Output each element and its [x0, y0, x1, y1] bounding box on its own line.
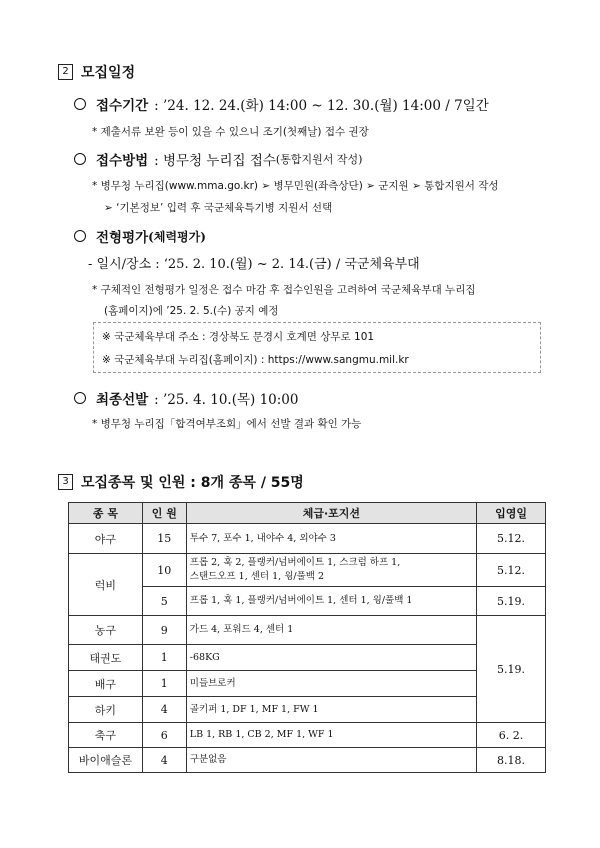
reception-method-line [74, 149, 362, 169]
section-3-heading [58, 472, 304, 492]
sport-cell: 바이애슬론 [69, 748, 143, 773]
final-selection-label: 최종선발 [96, 392, 149, 408]
circle-bullet-icon [74, 153, 86, 165]
reception-period-note: * 제출서류 보완 등이 있을 수 있으니 조기(첫째날) 접수 권장 [92, 126, 369, 138]
section-2-heading [58, 62, 135, 82]
table-row [69, 524, 546, 554]
reception-period-value: : ’24. 12. 24.(화) 14:00 ~ 12. 30.(월) 14:00 / 7일간 [154, 98, 489, 114]
evaluation-label-suffix: (체력평가) [148, 229, 206, 244]
positions-cell: 골키퍼 1, DF 1, MF 1, FW 1 [186, 697, 476, 723]
reception-method-label: 접수방법 [96, 153, 149, 169]
date-cell: 5.19. [477, 616, 546, 723]
reception-path-line-1: * 병무청 누리집(www.mma.go.kr) ➢ 병무민원(좌측상단) ➢ 군지원 ➢ 통합지원서 작성 [92, 180, 499, 192]
sport-cell: 농구 [69, 616, 143, 645]
date-cell: 5.12. [477, 554, 546, 587]
reception-period-label: 접수기간 [96, 98, 149, 114]
circle-bullet-icon [74, 230, 86, 242]
positions-cell: -68KG [186, 645, 476, 671]
evaluation-schedule: - 일시/장소 : ‘25. 2. 10.(월) ~ 2. 14.(금) / 국군체육부대 [88, 257, 420, 272]
table-row [69, 748, 546, 773]
sport-cell: 축구 [69, 723, 143, 748]
positions-cell: 가드 4, 포워드 4, 센터 1 [186, 616, 476, 645]
positions-cell: 프롭 1, 훅 1, 플랭커/넘버에이트 1, 센터 1, 윙/풀백 1 [186, 587, 476, 616]
count-cell: 6 [142, 723, 186, 748]
final-selection-line [74, 388, 298, 408]
positions-cell: 미들브로커 [186, 671, 476, 697]
contact-info-box [93, 322, 541, 373]
date-cell: 5.12. [477, 524, 546, 554]
count-cell: 1 [142, 645, 186, 671]
sport-cell: 배구 [69, 671, 143, 697]
count-cell: 9 [142, 616, 186, 645]
homepage-line: ※ 국군체육부대 누리집(홈페이지) : https://www.sangmu.mil.kr [102, 354, 409, 366]
final-selection-note: * 병무청 누리집「합격여부조회」에서 선발 결과 확인 가능 [92, 418, 362, 430]
final-selection-value: : ’25. 4. 10.(목) 10:00 [154, 392, 299, 408]
table-row [69, 554, 546, 587]
table-row [69, 645, 546, 671]
count-cell: 4 [142, 697, 186, 723]
positions-line: 프롭 2, 훅 2, 플랭커/넘버에이트 1, 스크럼 하프 1, [189, 557, 401, 568]
address-line: ※ 국군체육부대 주소 : 경상북도 문경시 호계면 상무로 101 [102, 331, 375, 343]
circle-bullet-icon [74, 392, 86, 404]
evaluation-note-line-1: * 구체적인 전형평가 일정은 접수 마감 후 접수인원을 고려하여 국군체육부대 누리집 [92, 284, 476, 296]
count-cell: 5 [142, 587, 186, 616]
reception-period-line [74, 94, 489, 114]
header-count: 인 원 [142, 503, 186, 524]
section-number-box: 3 [58, 474, 73, 490]
date-cell: 5.19. [477, 587, 546, 616]
positions-cell: 투수 7, 포수 1, 내야수 4, 외야수 3 [186, 524, 476, 554]
circle-bullet-icon [74, 98, 86, 110]
count-cell: 1 [142, 671, 186, 697]
table-row [69, 671, 546, 697]
section-title: 모집일정 [81, 65, 136, 81]
table-row [69, 697, 546, 723]
reception-method-value: : 병무청 누리집 접수 [154, 153, 276, 169]
count-cell: 4 [142, 748, 186, 773]
evaluation-note-line-2: (홈페이지)에 ’25. 2. 5.(수) 공지 예정 [104, 305, 279, 317]
positions-line: 스탠드오프 1, 센터 1, 윙/풀백 2 [189, 571, 325, 582]
positions-cell [186, 554, 476, 587]
count-cell: 10 [142, 554, 186, 587]
section-number-box: 2 [58, 64, 73, 80]
count-cell: 15 [142, 524, 186, 554]
evaluation-label: 전형평가 [96, 230, 149, 246]
sport-cell: 야구 [69, 524, 143, 554]
section-title: 모집종목 및 인원 : 8개 종목 / 55명 [81, 475, 304, 491]
positions-cell: LB 1, RB 1, CB 2, MF 1, WF 1 [186, 723, 476, 748]
table-row [69, 723, 546, 748]
table-header-row [69, 503, 546, 524]
sport-cell: 럭비 [69, 554, 143, 616]
sport-cell: 태권도 [69, 645, 143, 671]
positions-cell: 구분없음 [186, 748, 476, 773]
table-row [69, 616, 546, 645]
header-sport: 종 목 [69, 503, 143, 524]
header-enlist-date: 입영일 [477, 503, 546, 524]
sport-cell: 하키 [69, 697, 143, 723]
header-positions: 체급·포지션 [186, 503, 476, 524]
evaluation-line [74, 226, 206, 246]
reception-method-suffix: (통합지원서 작성) [275, 153, 363, 166]
reception-path-line-2: ➢ ‘기본정보’ 입력 후 국군체육특기병 지원서 선택 [104, 202, 333, 214]
date-cell: 8.18. [477, 748, 546, 773]
date-cell: 6. 2. [477, 723, 546, 748]
recruitment-table [68, 502, 546, 773]
